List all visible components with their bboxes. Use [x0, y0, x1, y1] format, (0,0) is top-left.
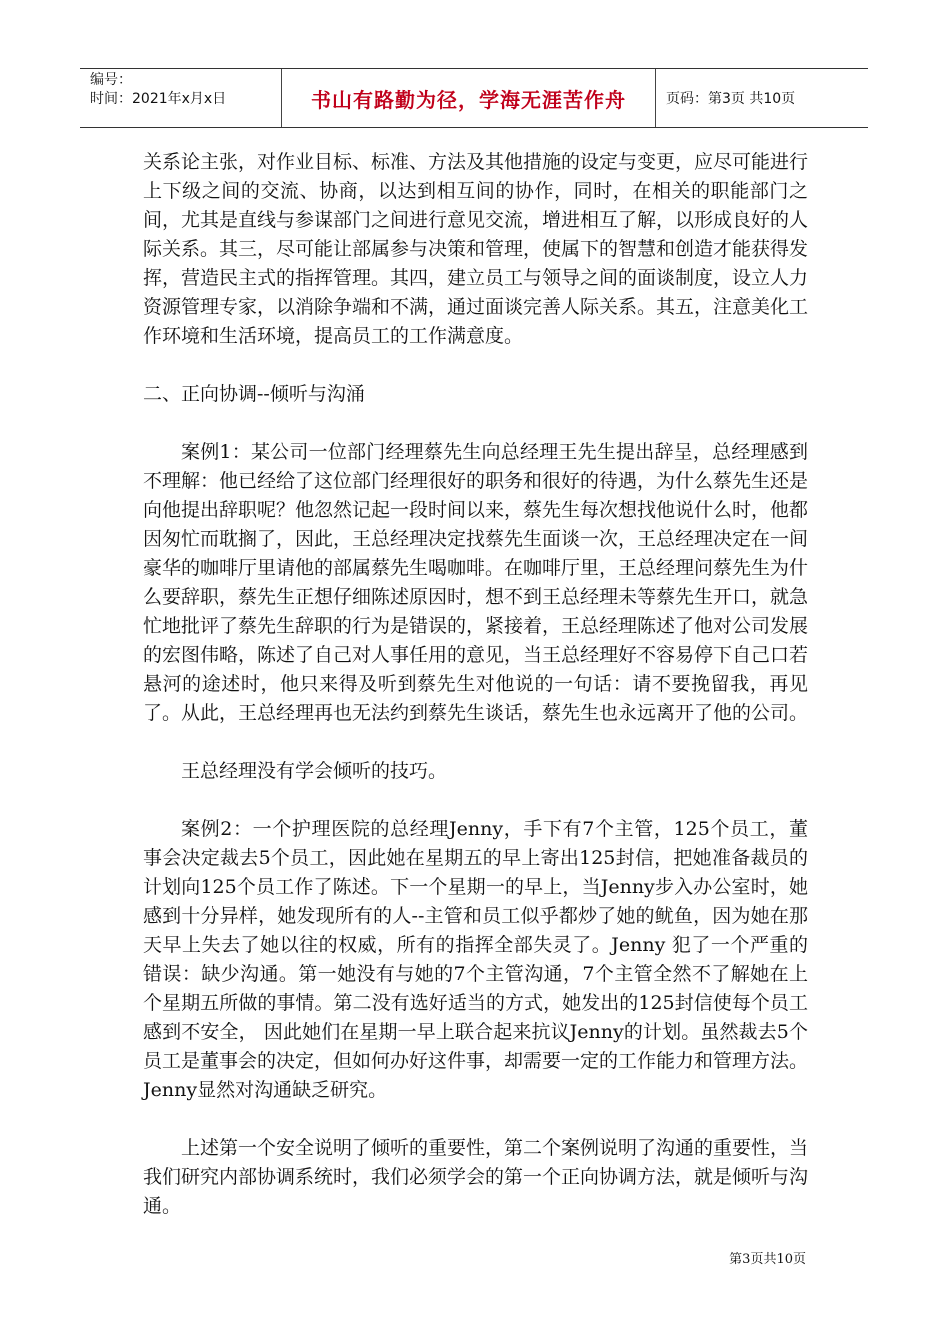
paragraph-case-2: 案例2：一个护理医院的总经理Jenny，手下有7个主管，125个员工，董事会决定裁去5个员工，因此她在星期五的早上寄出125封信，把她准备裁员的计划向125个员工作了陈述。下一个星期一的早上，当Jenny步入办公室时，她感到十分异样，她发现所有的人--主管和员工似乎都炒了她的鱿鱼，因为她在那天早上失去了她以往的权威，所有的指挥全部失灵了。Jenny 犯了一个严重的错误：缺少沟通。第一她没有与她的7个主管沟通，7个主管全然不了解她在上个星期五所做的事情。第二没有选好适当的方式，她发出的125封信使每个员工感到不安全， 因此她们在星期一早上联合起来抗议Jenny的计划。虽然裁去5个员工是董事会的决定，但如何办好这件事，却需要一定的工作能力和管理方法。Jenny显然对沟通缺乏研究。: [143, 818, 809, 1101]
section-heading: 二、正向协调--倾听与沟涌: [143, 383, 365, 405]
paragraph-case-1-conclusion: 王总经理没有学会倾听的技巧。: [181, 760, 448, 782]
document-number-label: 编号：: [90, 72, 132, 88]
page-header: [80, 68, 868, 128]
header-motto: 书山有路勤为径，学海无涯苦作舟: [282, 69, 656, 127]
paragraph-case-1: 案例1：某公司一位部门经理蔡先生向总经理王先生提出辞呈，总经理感到不理解：他已经给了这位部门经理很好的职务和很好的待遇，为什么蔡先生还是向他提出辞职呢？他忽然记起一段时间以来，蔡先生每次想找他说什么时，他都因匆忙而耽搁了，因此，王总经理决定找蔡先生面谈一次，王总经理决定在一间豪华的咖啡厅里请他的部属蔡先生喝咖啡。在咖啡厅里，王总经理问蔡先生为什么要辞职，蔡先生正想仔细陈述原因时，想不到王总经理未等蔡先生开口，就急忙地批评了蔡先生辞职的行为是错误的，紧接着，王总经理陈述了他对公司发展的宏图伟略，陈述了自己对人事任用的意见，当王总经理好不容易停下自己口若悬河的途述时，他只来得及听到蔡先生对他说的一句话：请不要挽留我，再见了。从此，王总经理再也无法约到蔡先生谈话，蔡先生也永远离开了他的公司。: [143, 441, 809, 724]
paragraph-summary: 上述第一个安全说明了倾听的重要性，第二个案例说明了沟通的重要性，当我们研究内部协调系统时，我们必须学会的第一个正向协调方法，就是倾听与沟通。: [143, 1137, 809, 1217]
document-body: [143, 148, 808, 1250]
document-date-label: 时间：2021年x月x日: [90, 91, 227, 107]
header-page-info: 页码：第3页 共10页: [666, 91, 796, 107]
paragraph-continuation: 关系论主张，对作业目标、标准、方法及其他措施的设定与变更，应尽可能进行上下级之间的交流、协商，以达到相互间的协作，同时，在相关的职能部门之间，尤其是直线与参谋部门之间进行意见交流，增进相互了解，以形成良好的人际关系。其三，尽可能让部属参与决策和管理，使属下的智慧和创造才能获得发挥，营造民主式的指挥管理。其四，建立员工与领导之间的面谈制度，设立人力资源管理专家，以消除争端和不满，通过面谈完善人际关系。其五，注意美化工作环境和生活环境，提高员工的工作满意度。: [143, 151, 809, 347]
page-footer: 第3页共10页: [729, 1252, 806, 1267]
header-meta: [80, 69, 282, 127]
